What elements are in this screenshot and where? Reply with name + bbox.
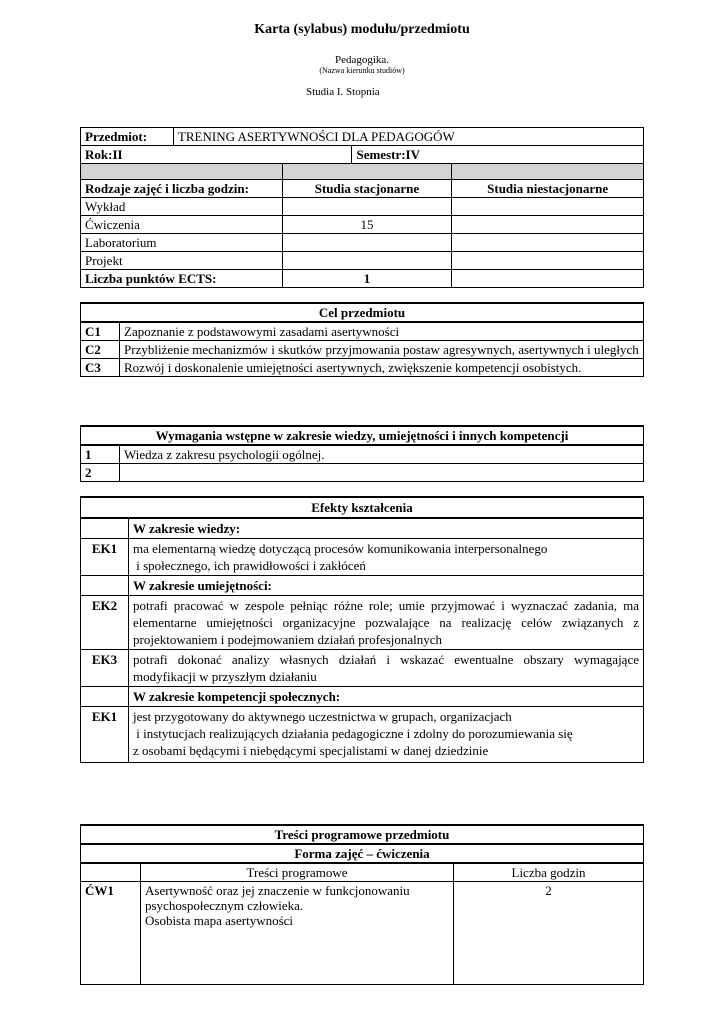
goal-text: Zapoznanie z podstawowymi zasadami asertywności <box>120 322 644 341</box>
content-text <box>141 882 454 985</box>
goal-code: C2 <box>81 341 120 359</box>
knowledge-header: W zakresie wiedzy: <box>129 518 644 539</box>
prereq-row <box>81 445 644 464</box>
subject-info-table <box>80 127 644 288</box>
goal-code: C3 <box>81 359 120 377</box>
type-row-project <box>81 252 644 270</box>
outcome-text <box>129 539 644 576</box>
outcome-text: potrafi pracować w zespole pełniąc różne role; umie przyjmować i wyznaczać zadania, ma elementarne umiejętności organizacyjne pozwalające na realizację celów związanych z projektowaniem i podejmowaniem działań profesjonalnych <box>129 596 644 650</box>
hours-column-header: Liczba godzin <box>454 863 644 882</box>
prereq-header: Wymagania wstępne w zakresie wiedzy, umiejętności i innych kompetencji <box>81 426 644 445</box>
part-time-hours <box>452 234 644 252</box>
ects-label: Liczba punktów ECTS: <box>81 270 283 288</box>
outcomes-header: Efekty kształcenia <box>81 497 644 518</box>
empty-code-cell <box>81 518 129 539</box>
goals-header: Cel przedmiotu <box>81 303 644 322</box>
stationary-header: Studia stacjonarne <box>282 180 452 198</box>
grey-cell <box>452 164 644 180</box>
goals-table <box>80 302 644 377</box>
outcome-row <box>81 707 644 763</box>
skills-header: W zakresie umiejętności: <box>129 576 644 596</box>
subject-label: Przedmiot: <box>81 128 174 146</box>
empty-code-cell <box>81 576 129 596</box>
outcome-text-line: i społecznego, ich prawidłowości i zakłóceń <box>133 558 366 573</box>
outcome-text-line: z osobami będącymi i niebędącymi specjalistami w danej dziedzinie <box>133 743 489 758</box>
outcome-code: EK1 <box>81 539 129 576</box>
social-header: W zakresie kompetencji społecznych: <box>129 687 644 707</box>
outcome-text-line: jest przygotowany do aktywnego uczestnictwa w grupach, organizacjach <box>133 709 512 724</box>
form-header: Forma zajęć – ćwiczenia <box>81 844 644 863</box>
goal-code: C1 <box>81 322 120 341</box>
content-table <box>80 824 644 985</box>
ects-value: 1 <box>282 270 452 288</box>
outcome-text: potrafi dokonać analizy własnych działań i wskazać ewentualne obszary wymagające modyfikacji w przyszłym działaniu <box>129 650 644 687</box>
grey-cell <box>81 164 283 180</box>
prereq-code: 2 <box>81 464 120 482</box>
stationary-hours <box>282 252 452 270</box>
field-of-study: Pedagogika. <box>334 54 390 66</box>
knowledge-header-row <box>81 518 644 539</box>
type-row-lecture <box>81 198 644 216</box>
content-row <box>81 882 644 985</box>
stationary-hours <box>282 198 452 216</box>
content-columns-row <box>81 863 644 882</box>
grey-separator-row <box>81 164 644 180</box>
ects-part-time <box>452 270 644 288</box>
social-header-row <box>81 687 644 707</box>
outcome-row <box>81 539 644 576</box>
type-row-exercises <box>81 216 644 234</box>
outcome-text-line: ma elementarną wiedzę dotyczącą procesów komunikowania interpersonalnego <box>133 541 548 556</box>
content-code: ĆW1 <box>81 882 141 985</box>
prereq-text: Wiedza z zakresu psychologii ogólnej. <box>120 445 644 464</box>
part-time-hours <box>452 252 644 270</box>
content-text-line: Osobista mapa asertywności <box>145 913 294 928</box>
goal-row <box>81 359 644 377</box>
outcome-code: EK1 <box>81 707 129 763</box>
prereq-header-row <box>81 426 644 445</box>
semester-cell: Semestr:IV <box>352 146 644 164</box>
outcome-text-line: i instytucjach realizujących działania pedagogiczne i zdolny do porozumiewania się <box>133 726 573 741</box>
goals-header-row <box>81 303 644 322</box>
goal-text: Przybliżenie mechanizmów i skutków przyjmowania postaw agresywnych, asertywnych i uległych <box>120 341 644 359</box>
grey-cell <box>282 164 452 180</box>
type-label: Ćwiczenia <box>81 216 283 234</box>
part-time-hours <box>452 216 644 234</box>
part-time-header: Studia niestacjonarne <box>452 180 644 198</box>
type-label: Laboratorium <box>81 234 283 252</box>
goal-text: Rozwój i doskonalenie umiejętności asertywnych, zwiększenie kompetencji osobistych. <box>120 359 644 377</box>
content-column-header: Treści programowe <box>141 863 454 882</box>
types-label: Rodzaje zajęć i liczba godzin: <box>81 180 283 198</box>
subject-value: TRENING ASERTYWNOŚCI DLA PEDAGOGÓW <box>173 128 643 146</box>
content-header-row <box>81 825 644 844</box>
outcomes-table <box>80 496 644 763</box>
year-cell: Rok:II <box>81 146 352 164</box>
types-header-row <box>81 180 644 198</box>
content-header: Treści programowe przedmiotu <box>81 825 644 844</box>
type-label: Projekt <box>81 252 283 270</box>
prereq-code: 1 <box>81 445 120 464</box>
study-level: Studia I. Stopnia <box>306 86 380 98</box>
year-semester-row <box>81 146 644 164</box>
skills-header-row <box>81 576 644 596</box>
subject-row <box>81 128 644 146</box>
goal-row <box>81 322 644 341</box>
outcome-row <box>81 596 644 650</box>
stationary-hours: 15 <box>282 216 452 234</box>
content-text-line: Asertywność oraz jej znaczenie w funkcjonowaniu psychospołecznym człowieka. <box>145 883 410 913</box>
form-row <box>81 844 644 863</box>
document-title: Karta (sylabus) modułu/przedmiotu <box>254 22 470 37</box>
ects-row <box>81 270 644 288</box>
prerequisites-table <box>80 425 644 482</box>
outcome-text <box>129 707 644 763</box>
field-of-study-note: (Nazwa kierunku studiów) <box>319 66 405 75</box>
prereq-row <box>81 464 644 482</box>
outcome-code: EK2 <box>81 596 129 650</box>
empty-code-cell <box>81 687 129 707</box>
empty-code-cell <box>81 863 141 882</box>
type-row-laboratory <box>81 234 644 252</box>
stationary-hours <box>282 234 452 252</box>
type-label: Wykład <box>81 198 283 216</box>
prereq-text <box>120 464 644 482</box>
content-hours: 2 <box>454 882 644 985</box>
goal-row <box>81 341 644 359</box>
part-time-hours <box>452 198 644 216</box>
outcome-code: EK3 <box>81 650 129 687</box>
outcome-row <box>81 650 644 687</box>
outcomes-header-row <box>81 497 644 518</box>
